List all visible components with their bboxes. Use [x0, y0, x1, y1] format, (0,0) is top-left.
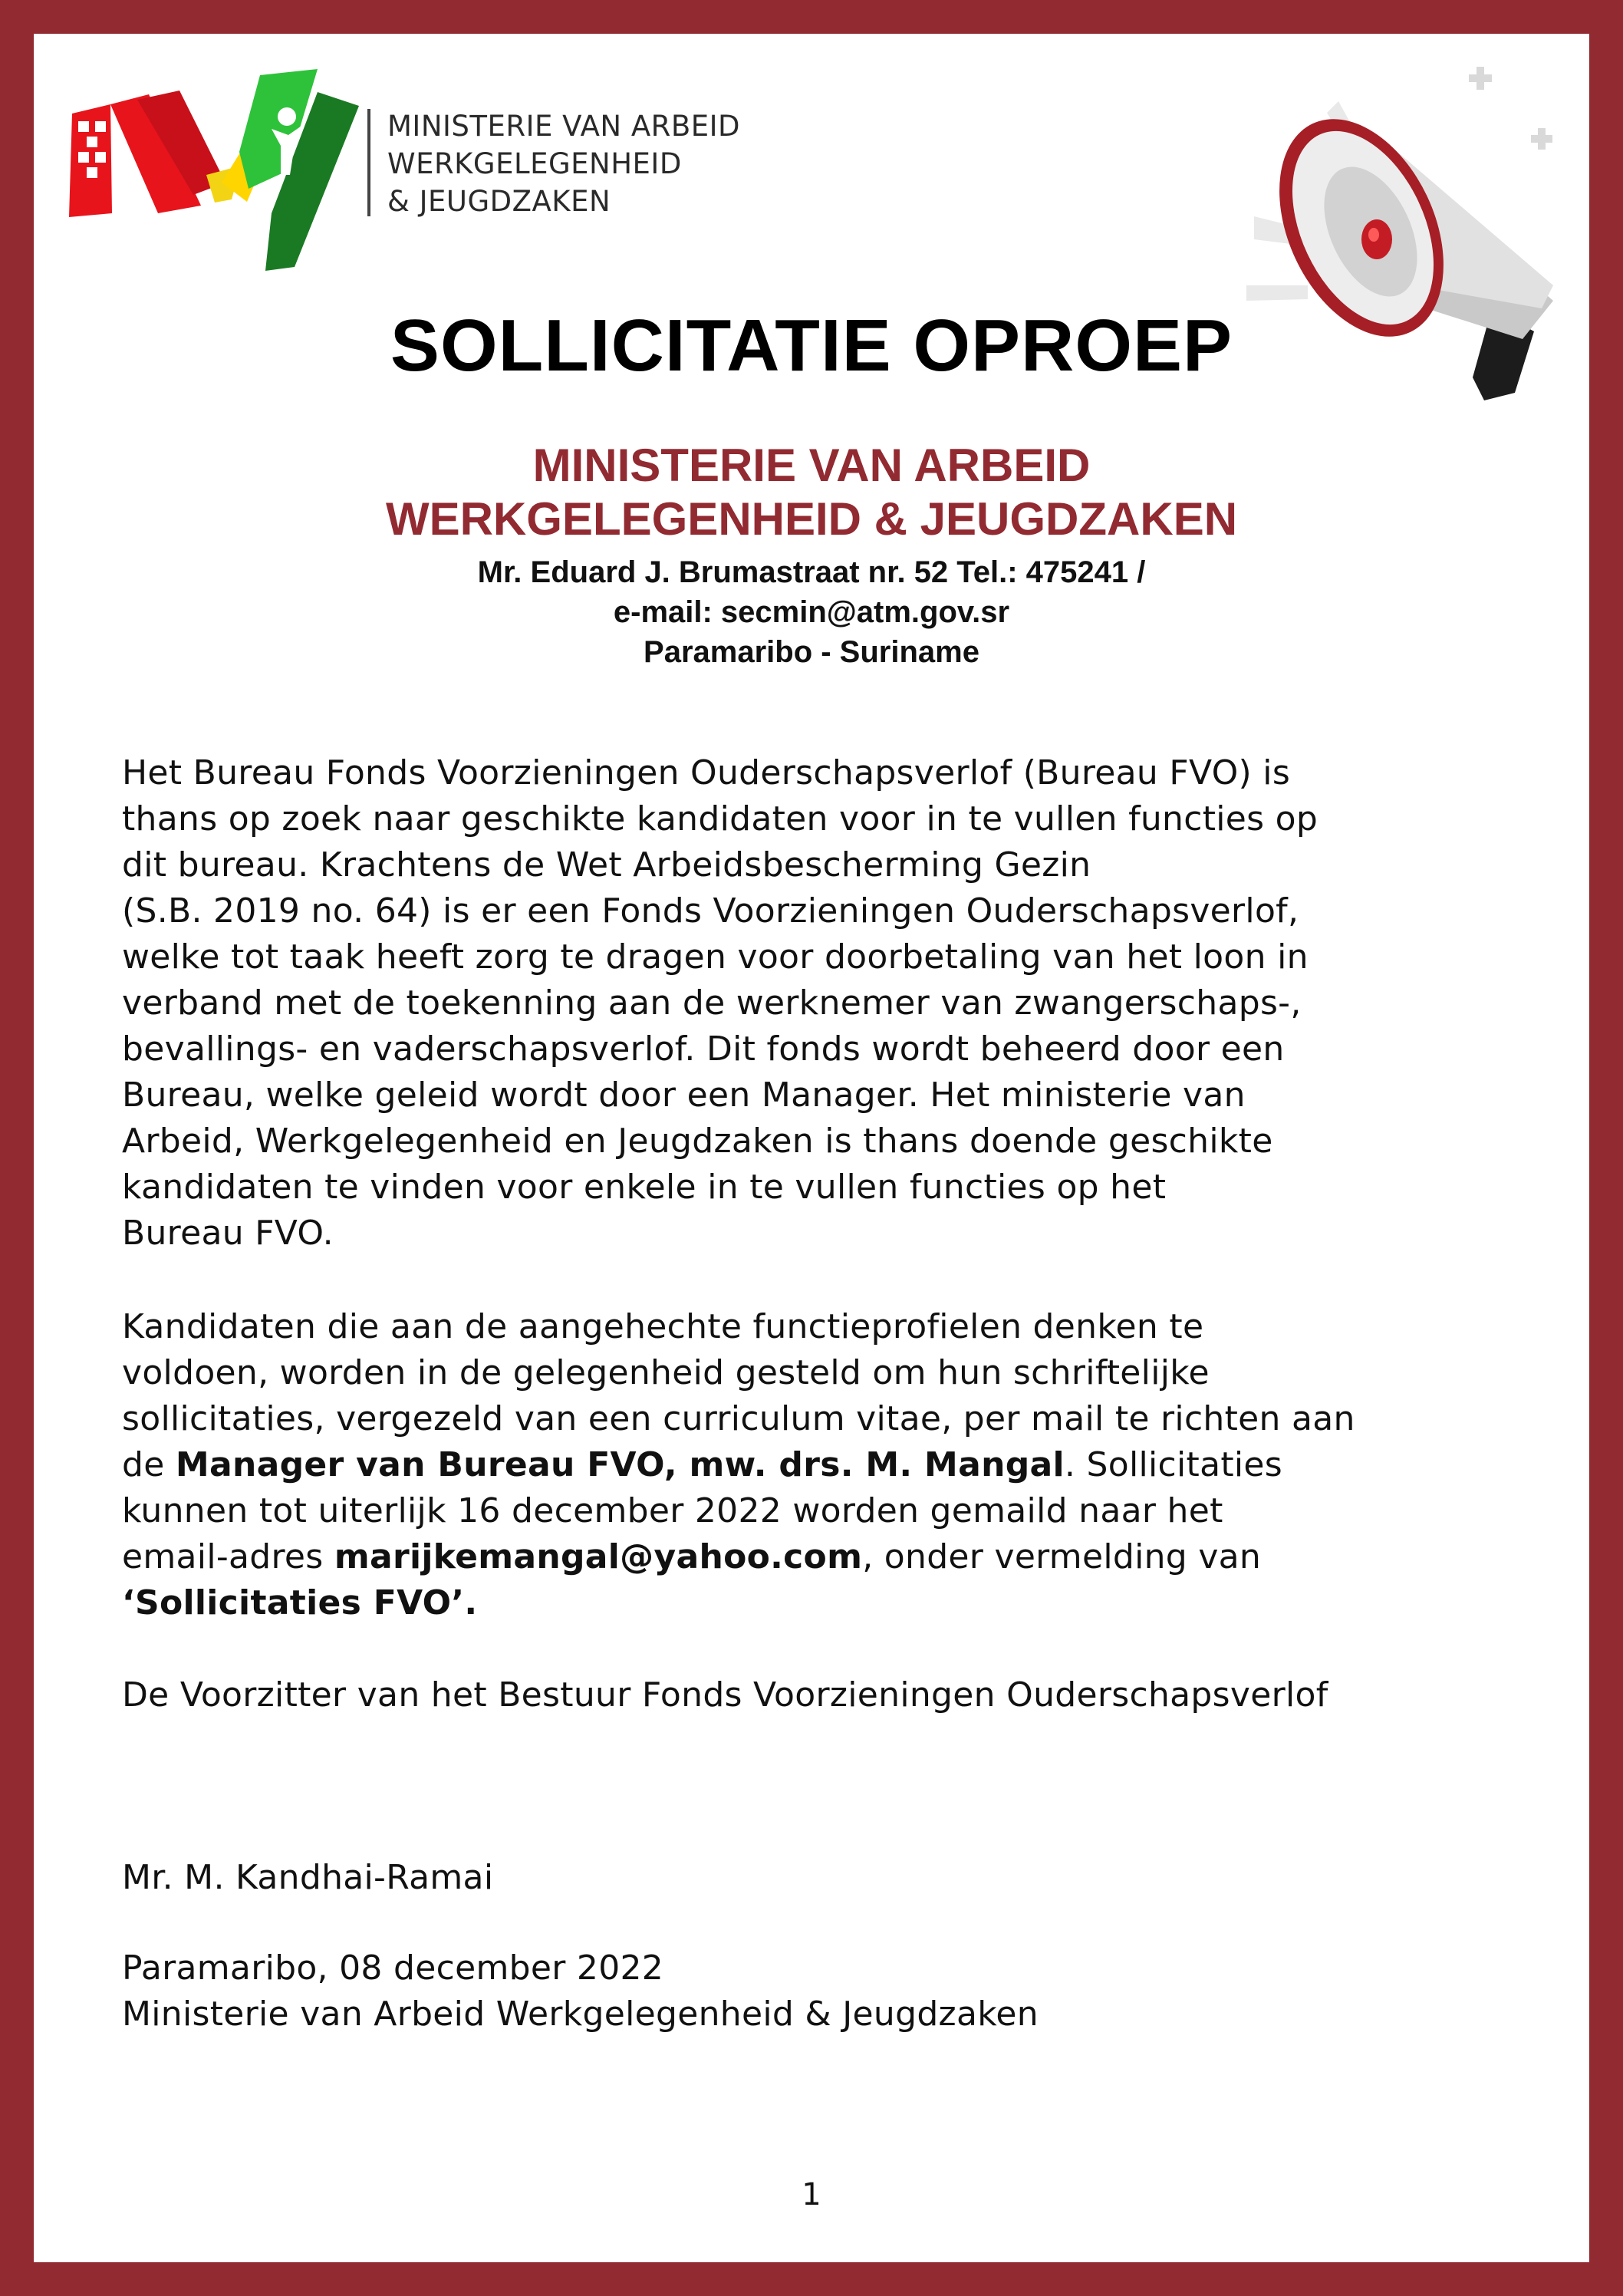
paragraph-line: kandidaten te vinden voor enkele in te vullen functies op het	[122, 1168, 1167, 1207]
logo-text-line: & JEUGDZAKEN	[387, 185, 611, 218]
paragraph-line: Bureau, welke geleid wordt door een Manager. Het ministerie van	[122, 1076, 1246, 1115]
closing-text: De Voorzitter van het Bestuur Fonds Voorzieningen Ouderschapsverlof	[122, 1675, 1328, 1715]
signatory	[122, 1855, 1526, 1901]
text-span: . Sollicitaties	[1064, 1445, 1283, 1484]
ministry-name	[0, 439, 1623, 546]
ministry-footer: Ministerie van Arbeid Werkgelegenheid & Jeugdzaken	[122, 1995, 1039, 2034]
paragraph-line: sollicitaties, vergezeld van een curriculum vitae, per mail te richten aan	[122, 1399, 1355, 1438]
manager-name: Manager van Bureau FVO, mw. drs. M. Mangal	[175, 1445, 1065, 1484]
paragraph-application	[122, 1304, 1526, 1626]
ministry-name-line1: MINISTERIE VAN ARBEID	[532, 440, 1091, 491]
address-line2: e-mail: secmin@atm.gov.sr	[613, 595, 1010, 629]
text-span: email-adres	[122, 1537, 334, 1576]
paragraph-line: Bureau FVO.	[122, 1214, 334, 1253]
paragraph-line: thans op zoek naar geschikte kandidaten voor in te vullen functies op	[122, 799, 1318, 838]
closing-line	[122, 1672, 1526, 1718]
ministry-address	[0, 552, 1623, 672]
logo-text-line: MINISTERIE VAN ARBEID	[387, 110, 741, 143]
page-number: 1	[802, 2177, 821, 2212]
ministry-logo	[64, 60, 364, 275]
paragraph-line: dit bureau. Krachtens de Wet Arbeidsbescherming Gezin	[122, 845, 1091, 884]
logo-text	[387, 107, 740, 220]
paragraph-line: (S.B. 2019 no. 64) is er een Fonds Voorzieningen Ouderschapsverlof,	[122, 891, 1299, 931]
paragraph-line: bevallings- en vaderschapsverlof. Dit fonds wordt beheerd door een	[122, 1029, 1285, 1069]
logo-divider	[367, 109, 370, 216]
paragraph-line: welke tot taak heeft zorg te dragen voor doorbetaling van het loon in	[122, 937, 1309, 977]
subject-line: ‘Sollicitaties FVO’.	[122, 1583, 478, 1622]
paragraph-line: kunnen tot uiterlijk 16 december 2022 worden gemaild naar het	[122, 1491, 1223, 1530]
address-line3: Paramaribo - Suriname	[644, 635, 979, 669]
email-address: marijkemangal@yahoo.com	[334, 1537, 863, 1576]
text-span: , onder vermelding van	[862, 1537, 1262, 1576]
paragraph-line: Kandidaten die aan de aangehechte functieprofielen denken te	[122, 1307, 1204, 1346]
place-date-block	[122, 1945, 1526, 2037]
paragraph-line: verband met de toekenning aan de werknemer van zwangerschaps-,	[122, 983, 1302, 1023]
ministry-name-line2: WERKGELEGENHEID & JEUGDZAKEN	[385, 493, 1238, 545]
paragraph-line: voldoen, worden in de gelegenheid gesteld om hun schriftelijke	[122, 1353, 1210, 1392]
paragraph-line	[122, 1442, 1526, 1488]
paragraph-line	[122, 1534, 1526, 1580]
page-title: SOLLICITATIE OPROEP	[390, 305, 1233, 387]
address-line1: Mr. Eduard J. Brumastraat nr. 52 Tel.: 475241 /	[477, 555, 1146, 589]
text-span: de	[122, 1445, 176, 1484]
paragraph-line	[122, 1580, 1526, 1626]
paragraph-intro	[122, 750, 1526, 1257]
logo-text-line: WERKGELEGENHEID	[387, 147, 682, 180]
place-date: Paramaribo, 08 december 2022	[122, 1948, 664, 1988]
paragraph-line: Het Bureau Fonds Voorzieningen Ouderschapsverlof (Bureau FVO) is	[122, 753, 1291, 792]
paragraph-line: Arbeid, Werkgelegenheid en Jeugdzaken is thans doende geschikte	[122, 1122, 1273, 1161]
signatory-name: Mr. M. Kandhai-Ramai	[122, 1858, 494, 1897]
